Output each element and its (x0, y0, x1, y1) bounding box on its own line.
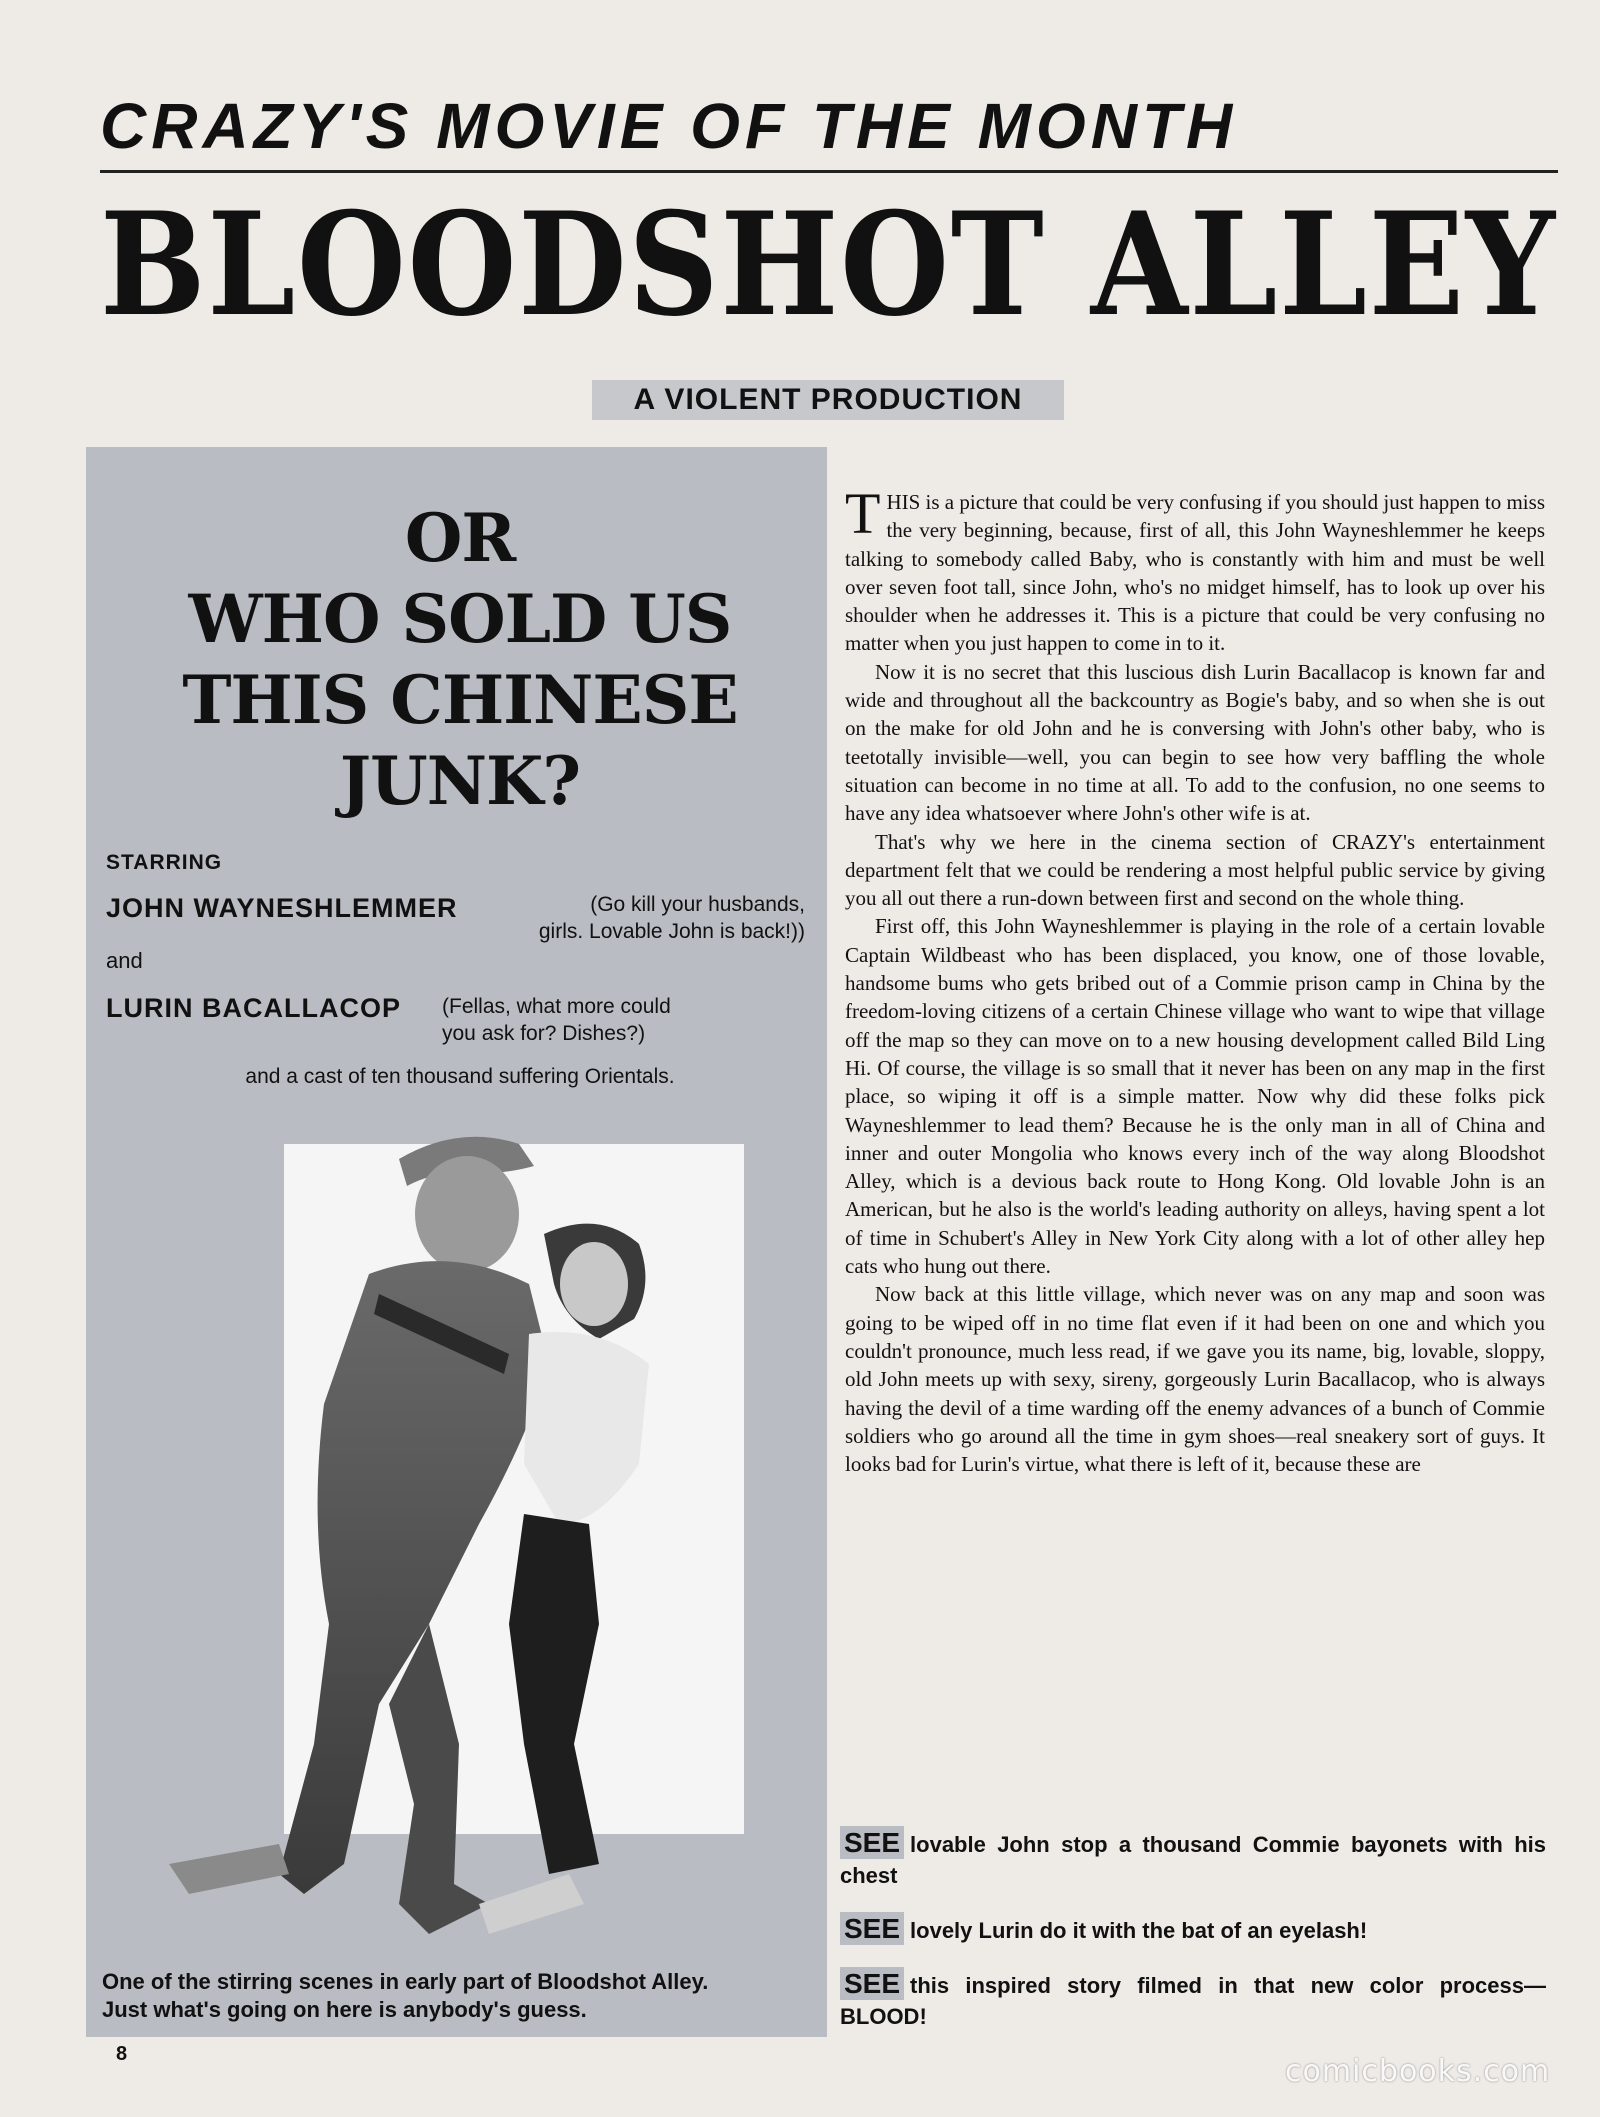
article-paragraph (845, 481, 1545, 658)
see-text: lovely Lurin do it with the bat of an eyelash! (910, 1918, 1368, 1943)
subtitle-line: THIS CHINESE (182, 661, 738, 739)
drop-cap: T (845, 481, 881, 546)
see-item (840, 1913, 1546, 1946)
see-text: this inspired story filmed in that new color process—BLOOD! (840, 1973, 1546, 2029)
header-rule (100, 170, 1558, 173)
production-banner: A VIOLENT PRODUCTION (592, 380, 1064, 420)
star-name-lurin: LURIN BACALLACOP (106, 993, 401, 1023)
star-note-john (395, 891, 805, 945)
article-body (845, 481, 1545, 1478)
see-word: SEE (840, 1826, 904, 1859)
see-item (840, 1827, 1546, 1891)
see-list (840, 1827, 1546, 2054)
star-name-john: JOHN WAYNESHLEMMER (106, 893, 458, 923)
subtitle-line: OR (404, 499, 516, 577)
photo-caption: One of the stirring scenes in early part of Bloodshot Alley. Just what's going on here is anybody's guess. (102, 1969, 709, 2022)
starring-label: STARRING (106, 851, 223, 874)
section-kicker: CRAZY'S MOVIE OF THE MONTH (100, 90, 1238, 162)
first-paragraph-text: HIS is a picture that could be very confusing if you should just happen to miss the very beginning, because, first of all, this John Wayneshlemmer he keeps talking to somebody called Baby, who is constantly with him and must be well over seven foot tall, since John, who's no midget himself, has to look up over his shoulder when he addresses it. This is a picture that could be very confusing no matter when you just happen to come in to it. (845, 490, 1545, 656)
subtitle-line: JUNK? (339, 742, 581, 820)
and-label: and (106, 948, 143, 973)
watermark: comicbooks.com (1285, 2054, 1551, 2089)
star-note-line: (Go kill your husbands, (590, 893, 805, 916)
article-paragraph: Now it is no secret that this luscious dish Lurin Bacallacop is known far and wide and throughout all the backcountry as Bogie's baby, and so when she is out on the make for old John and he is conversing with John's other baby, who is teetotally invisible—well, you can begin to see how very baffling the whole situation can become in no time at all. To add to the confusion, no one seems to have any idea whatsoever where John's other wife is at. (845, 659, 1545, 826)
article-paragraph: Now back at this little village, which never was on any map and soon was going to be wiped off in no time flat even if it had been on one and which you couldn't pronounce, much less read, if we gave you its name, big, lovable, sloppy, old John meets up with sexy, sireny, gorgeously Lurin Bacallacop, who is always having the devil of a time warding off the enemy advances of a bunch of Commie soldiers who go around all the time in gym shoes—real sneakery sort of guys. It looks bad for Lurin's virtue, what there is left of it, because these are (845, 1282, 1545, 1477)
see-item (840, 1968, 1546, 2032)
see-word: SEE (840, 1912, 904, 1945)
star-note-line: you ask for? Dishes?) (442, 1022, 646, 1045)
page-number: 8 (116, 2043, 128, 2065)
subtitle-line: WHO SOLD US (188, 580, 732, 658)
article-paragraph: That's why we here in the cinema section of CRAZY's entertainment department felt that we could be rendering a most helpful public service by giving you all out there a run-down between first and second on the whole thing. (845, 829, 1545, 911)
subtitle (90, 498, 830, 822)
article-paragraph: First off, this John Wayneshlemmer is playing in the role of a certain lovable Captain Wildbeast who has been displaced, you know, one of those lovable, handsome bums who gets bribed out of a Commie prison camp in China by the freedom-loving citizens of a certain Chinese village who want to wipe that village off the map so they can move on to a new housing development called Bild Ling Hi. Of course, the village is so small that it never has been on any map in the first place, so wiping it off is a simple matter. Now why did these folks pick Wayneshlemmer to lead them? Because he is the only man in all of China and inner and outer Mongolia who knows every inch of the way along Bloodshot Alley, which is a devious back route to Hong Kong. Old lovable John is an American, but he also is the world's leading authority on alleys, having spent a lot of time in Schubert's Alley in New York City along with a lot of other alley hep cats who hung out there. (845, 914, 1545, 1279)
movie-title: BLOODSHOT ALLEY (100, 182, 1557, 348)
star-note-line: girls. Lovable John is back!)) (538, 920, 805, 943)
movie-still-photo (129, 1104, 819, 1984)
see-text: lovable John stop a thousand Commie bayonets with his chest (840, 1832, 1546, 1888)
star-note-line: (Fellas, what more could (442, 995, 671, 1018)
cast-line: and a cast of ten thousand suffering Orientals. (245, 1065, 675, 1088)
see-word: SEE (840, 1967, 904, 2000)
star-note-lurin (442, 993, 772, 1047)
